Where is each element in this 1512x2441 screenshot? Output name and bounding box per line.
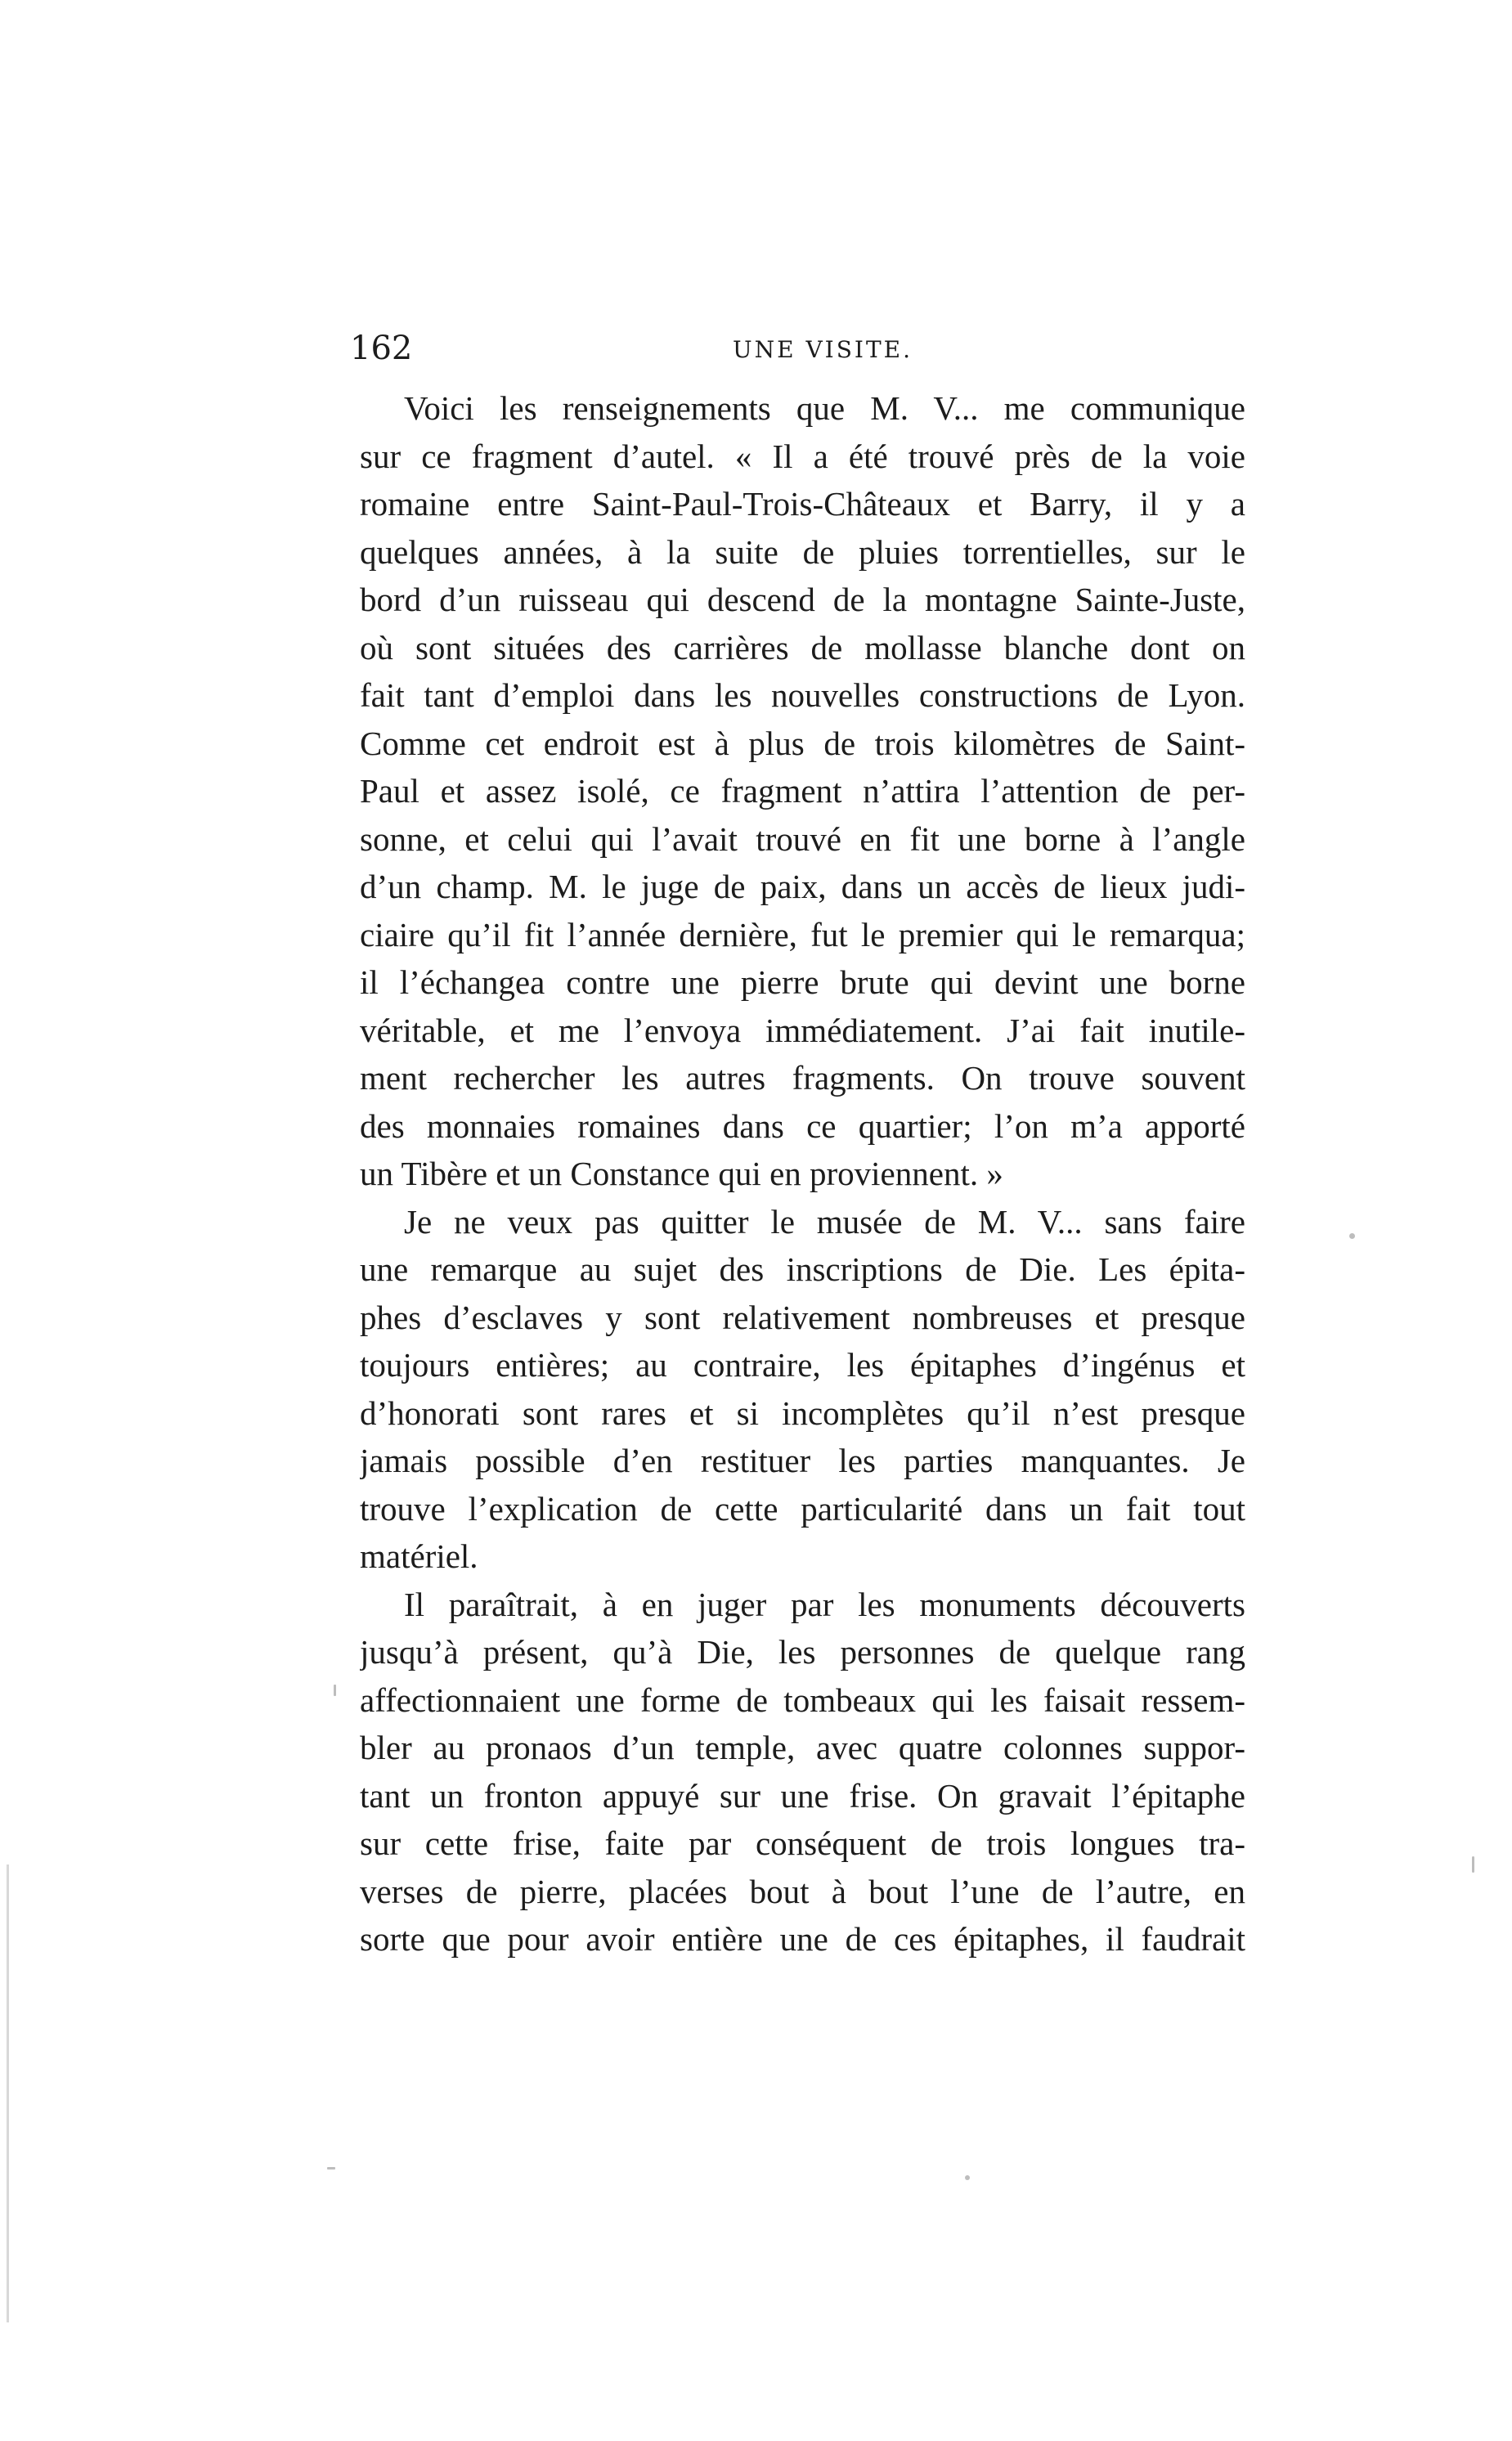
text-line: Comme cet endroit est à plus de trois kilomètres de Saint-: [360, 724, 1245, 762]
text-line: Paul et assez isolé, ce fragment n’attira l’attention de per-: [360, 772, 1245, 810]
text-line: d’honorati sont rares et si incomplètes qu’il n’est presque: [360, 1393, 1245, 1432]
text-line: Voici les renseignements que M. V... me communique: [404, 389, 1245, 427]
text-line: Je ne veux pas quitter le musée de M. V... sans faire: [404, 1202, 1245, 1241]
text-line: bord d’un ruisseau qui descend de la montagne Sainte-Juste,: [360, 581, 1245, 618]
text-line: une remarque au sujet des inscriptions de Die. Les épita-: [360, 1250, 1245, 1288]
body-text: [360, 384, 1245, 1963]
text-line: fait tant d’emploi dans les nouvelles constructions de Lyon.: [360, 676, 1245, 714]
text-line: véritable, et me l’envoya immédiatement. J’ai fait inutile-: [360, 1011, 1245, 1049]
text-line: phes d’esclaves y sont relativement nombreuses et presque: [360, 1298, 1245, 1336]
text-line: sorte que pour avoir entière une de ces épitaphes, il faudrait: [360, 1920, 1245, 1958]
text-line: ment rechercher les autres fragments. On trouve souvent: [360, 1059, 1245, 1097]
text-line: toujours entières; au contraire, les épitaphes d’ingénus et: [360, 1346, 1245, 1384]
text-line: sonne, et celui qui l’avait trouvé en fit une borne à l’angle: [360, 819, 1245, 858]
running-head: UNE VISITE.: [733, 336, 913, 363]
text-line: jusqu’à présent, qu’à Die, les personnes de quelque rang: [360, 1633, 1245, 1671]
scan-speck: [1349, 1233, 1355, 1239]
text-line: un Tibère et un Constance qui en proviennent. »: [360, 1155, 1003, 1192]
text-line: trouve l’explication de cette particularité dans un fait tout: [360, 1489, 1245, 1528]
text-line: quelques années, à la suite de pluies torrentielles, sur le: [360, 532, 1245, 571]
text-line: d’un champ. M. le juge de paix, dans un accès de lieux judi-: [360, 868, 1245, 905]
text-line: verses de pierre, placées bout à bout l’une de l’autre, en: [360, 1872, 1245, 1910]
text-line: où sont situées des carrières de mollasse blanche dont on: [360, 628, 1245, 666]
scan-speck: [965, 2175, 970, 2180]
text-line: sur ce fragment d’autel. « Il a été trouvé près de la voie: [360, 437, 1245, 475]
text-line: des monnaies romaines dans ce quartier; l’on m’a apporté: [360, 1106, 1245, 1145]
scan-speck: [327, 2167, 335, 2170]
scan-edge-mark: [7, 1864, 9, 2322]
text-line: sur cette frise, faite par conséquent de trois longues tra-: [360, 1824, 1245, 1862]
text-line: il l’échangea contre une pierre brute qui devint une borne: [360, 963, 1245, 1001]
scan-speck: [1472, 1856, 1474, 1873]
text-line: Il paraîtrait, à en juger par les monuments découverts: [404, 1585, 1245, 1623]
scan-speck: [334, 1685, 336, 1696]
page-header: [350, 327, 1250, 376]
text-line: romaine entre Saint-Paul-Trois-Châteaux et Barry, il y a: [360, 485, 1245, 523]
text-line: ciaire qu’il fit l’année dernière, fut le premier qui le remarqua;: [360, 915, 1245, 954]
text-line: affectionnaient une forme de tombeaux qui les faisait ressem-: [360, 1680, 1245, 1719]
text-line: tant un fronton appuyé sur une frise. On gravait l’épitaphe: [360, 1776, 1245, 1815]
text-line: matériel.: [360, 1537, 478, 1575]
text-line: bler au pronaos d’un temple, avec quatre colonnes suppor-: [360, 1729, 1245, 1766]
text-line: jamais possible d’en restituer les parties manquantes. Je: [360, 1442, 1245, 1479]
page-number: 162: [350, 330, 413, 367]
